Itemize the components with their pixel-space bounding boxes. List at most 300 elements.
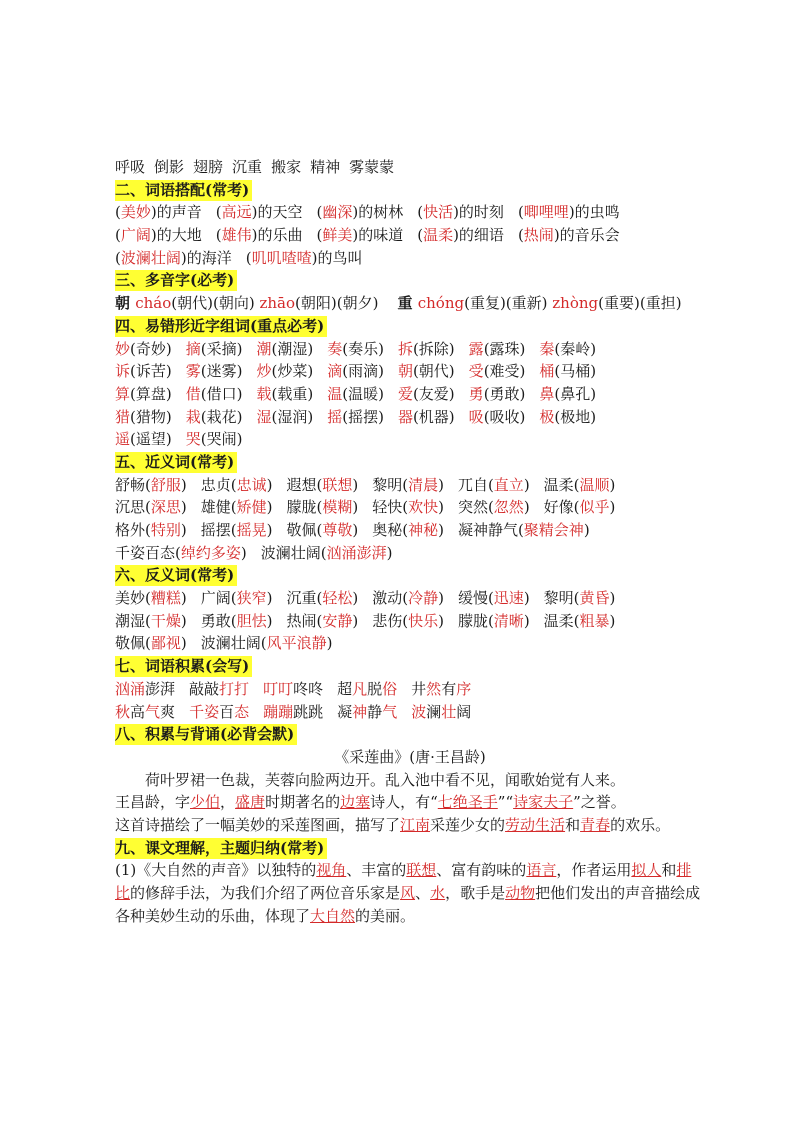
key-char: 摘 (185, 339, 201, 358)
vocab-word: 翅膀 (193, 158, 224, 176)
word-pair (372, 519, 444, 542)
bracket: ( (215, 226, 222, 245)
text-span: 澎湃 (145, 679, 176, 698)
vocab-word: 沉重 (232, 158, 263, 176)
vocab-word: 搬家 (271, 158, 302, 176)
answer-word: 幽深 (322, 203, 353, 222)
text-span: 、 (415, 884, 431, 903)
bracket: ) (266, 498, 273, 517)
text-span: (重复)(重新) (464, 294, 553, 313)
answer-word: 直立 (493, 475, 524, 494)
synonym-list (115, 474, 705, 565)
base-word: 敬佩( (286, 521, 323, 539)
synonym-row (115, 519, 705, 542)
phrase-text: )的大地 (150, 226, 202, 245)
bracket: ) (609, 611, 616, 630)
key-char: 潮 (256, 339, 272, 358)
vocab-word: 雾蒙蒙 (349, 158, 395, 176)
answer-word: 轻松 (322, 589, 353, 608)
red-chars: 汹涌 (115, 679, 146, 698)
red-chars: 千姿 (189, 702, 220, 721)
polyphone-line (115, 292, 705, 315)
answer-word: 糟糕 (150, 589, 181, 608)
bracket: ) (438, 498, 444, 517)
key-term: 七绝圣手 (437, 793, 498, 812)
answer-word: 美妙 (120, 203, 151, 222)
char-word: (潮湿) (271, 339, 314, 358)
answer-word: 黄昏 (579, 589, 610, 608)
collocation-item (316, 201, 403, 224)
char-word: (迷雾) (200, 362, 243, 381)
phrase-text: )的海洋 (180, 248, 232, 267)
base-word: 雄健( (200, 498, 237, 517)
answer-word: 鄙视 (150, 634, 181, 653)
bracket: ) (352, 498, 359, 517)
section-title: 四、易错形近字组词(重点必考) (115, 316, 327, 337)
text-span: 诗人，有“ (370, 793, 438, 812)
idiom-list (115, 678, 705, 723)
base-word: 格外( (115, 521, 151, 539)
text-span: 咚咚 (293, 679, 324, 698)
answer-word: 忠诚 (236, 475, 267, 494)
base-word: 温柔( (543, 475, 580, 494)
key-char: 极 (539, 407, 555, 426)
key-term: 语言 (526, 861, 557, 880)
answer-word: 快活 (423, 203, 454, 222)
char-row (115, 406, 705, 429)
bracket: ) (352, 589, 359, 608)
text-span: 有 (441, 679, 457, 698)
base-word: 朦胧( (457, 611, 494, 630)
word-pair (115, 587, 187, 610)
section-title: 八、积累与背诵(必背会默) (115, 724, 297, 745)
text-span: 爽 (160, 702, 176, 721)
text-span: 静 (367, 702, 383, 721)
answer-word: 高远 (221, 203, 252, 222)
bracket: ( (115, 248, 121, 267)
phrase-text: )的音乐会 (553, 226, 620, 245)
phrase-text: )的声音 (150, 203, 202, 222)
key-char: 猎 (115, 407, 131, 426)
key-term: 诗家夫子 (513, 793, 574, 812)
bracket: ( (517, 226, 524, 245)
base-word: 黎明( (372, 475, 409, 494)
section-5-heading (115, 451, 705, 474)
word-pair (115, 496, 187, 519)
word-pair (115, 610, 187, 633)
bracket: ( (115, 226, 121, 245)
answer-word: 摇晃 (236, 521, 267, 539)
answer-word: 矫健 (236, 498, 267, 517)
word-pair (544, 474, 616, 497)
answer-word: 聚精会神 (523, 521, 584, 539)
base-word: 缓慢( (457, 589, 494, 608)
key-char: 受 (468, 362, 484, 381)
text-span: 重 (397, 294, 418, 313)
collocation-item (216, 224, 303, 247)
idiom-item (115, 678, 175, 701)
char-word: (拆除) (412, 339, 455, 358)
collocation-item (115, 247, 232, 270)
phrase-text: )的细语 (453, 226, 504, 245)
answer-word: 舒服 (150, 475, 181, 494)
pinyin: zhòng (552, 294, 599, 313)
char-item (256, 383, 313, 406)
key-char: 栽 (185, 407, 201, 426)
idiom-item (337, 678, 397, 701)
char-word: (难受) (483, 362, 526, 381)
char-item (256, 406, 313, 429)
collocation-row (115, 247, 705, 270)
word-pair (201, 610, 273, 633)
bracket: ) (523, 611, 530, 630)
key-term: 排比 (115, 861, 692, 903)
answer-word: 尊敬 (322, 521, 353, 539)
word-pair (201, 519, 273, 542)
similar-char-list (115, 338, 705, 451)
char-item (539, 360, 596, 383)
base-word: 朦胧( (286, 498, 323, 517)
word-pair (286, 496, 358, 519)
answer-word: 快乐 (408, 611, 439, 630)
bracket: ) (523, 498, 530, 517)
word-pair (544, 610, 616, 633)
word-pair (544, 587, 616, 610)
text-span: (重要)(重担) (598, 294, 682, 313)
bracket: ) (180, 475, 187, 494)
text-span: ， (220, 793, 236, 812)
word-pair (115, 474, 187, 497)
text-span: ，歌手是 (445, 884, 506, 903)
char-item (469, 360, 526, 383)
base-word: 热闹( (286, 611, 323, 630)
base-word: 温柔( (543, 611, 580, 630)
collocation-item (246, 247, 363, 270)
text-span: 澜 (426, 702, 442, 721)
red-chars: 序 (456, 679, 472, 698)
char-word: (诉苦) (130, 362, 172, 381)
char-word: (秦岭) (554, 339, 597, 358)
collocation-item (518, 224, 620, 247)
char-word: (摇摆) (342, 407, 384, 426)
bracket: ) (326, 634, 333, 653)
theme-summary (115, 859, 705, 927)
word-pair (286, 474, 358, 497)
bracket: ) (523, 475, 530, 494)
base-word: 好像( (543, 498, 580, 517)
key-term: 盛唐 (235, 793, 266, 812)
char-row (115, 338, 705, 361)
char-item (115, 360, 172, 383)
char-word: (算盘) (130, 384, 172, 403)
word-pair (458, 474, 530, 497)
bracket: ) (609, 475, 616, 494)
bracket: ) (266, 589, 273, 608)
bracket: ( (316, 203, 323, 222)
key-term: 少伯 (190, 793, 221, 812)
char-word: (勇敢) (483, 384, 526, 403)
char-item (469, 406, 526, 429)
text-span: ”之誉。 (573, 793, 626, 812)
text-span: 采莲少女的 (430, 815, 506, 834)
char-word: (奏乐) (342, 339, 384, 358)
bracket: ) (180, 589, 187, 608)
bracket: ( (517, 203, 524, 222)
text-span: 的修辞手法，为我们介绍了两位音乐家是 (130, 884, 401, 903)
bracket: ) (438, 589, 444, 608)
char-item (327, 360, 384, 383)
antonym-row (115, 610, 705, 633)
red-chars: 壮 (441, 702, 457, 721)
idiom-row (115, 701, 705, 724)
word-pair (286, 610, 358, 633)
char-item (398, 406, 455, 429)
char-item (115, 428, 172, 451)
synonym-row (115, 542, 705, 565)
bracket: ) (266, 521, 273, 539)
char-row (115, 428, 705, 451)
bracket: ) (352, 521, 359, 539)
collocation-row (115, 201, 705, 224)
key-term: 边塞 (340, 793, 371, 812)
key-char: 载 (256, 384, 272, 403)
key-char: 雾 (185, 362, 201, 381)
section-6-heading (115, 564, 705, 587)
word-pair (201, 496, 273, 519)
bracket: ( (316, 226, 323, 245)
char-item (115, 338, 172, 361)
bracket: ) (438, 611, 444, 630)
answer-word: 绰约多姿 (180, 543, 241, 562)
base-word: 兀自( (457, 475, 494, 494)
char-item (539, 338, 596, 361)
collocation-item (417, 224, 504, 247)
text-span: 凝 (337, 702, 353, 721)
char-item (539, 383, 596, 406)
answer-word: 广阔 (120, 226, 151, 245)
phrase-text: )的味道 (352, 226, 404, 245)
key-char: 妙 (115, 339, 131, 358)
collocation-list (115, 201, 705, 269)
idiom-item (115, 701, 175, 724)
section-title: 二、词语搭配(常考) (115, 180, 252, 201)
key-char: 朝 (397, 362, 413, 381)
base-word: 舒畅( (115, 475, 151, 494)
collocation-item (115, 224, 202, 247)
text-span: 、丰富的 (346, 861, 407, 880)
collocation-item (518, 201, 620, 224)
word-pair (458, 519, 590, 542)
answer-word: 特别 (150, 521, 181, 539)
char-row (115, 383, 705, 406)
base-word: 轻快( (372, 498, 409, 517)
red-chars: 凡 (352, 679, 368, 698)
key-char: 鼻 (539, 384, 555, 403)
text-span: 王昌龄，字 (115, 793, 191, 812)
bracket: ) (180, 611, 187, 630)
answer-word: 迅速 (493, 589, 524, 608)
synonym-row (115, 496, 705, 519)
text-span: 高 (130, 702, 146, 721)
idiom-item (337, 701, 397, 724)
word-pair (372, 587, 444, 610)
key-char: 摇 (327, 407, 343, 426)
text-span: 跳跳 (293, 702, 324, 721)
char-word: (炒菜) (271, 362, 314, 381)
bracket: ( (115, 203, 121, 222)
text-span: (朝代)(朝向) (171, 294, 260, 313)
key-char: 勇 (468, 384, 484, 403)
char-word: (借口) (200, 384, 243, 403)
base-word: 沉重( (286, 589, 323, 608)
char-item (115, 383, 172, 406)
bracket: ) (386, 543, 393, 562)
char-row (115, 360, 705, 383)
key-term: 动物 (505, 884, 536, 903)
answer-word: 热闹 (523, 226, 554, 245)
key-char: 借 (185, 384, 201, 403)
bracket: ( (215, 203, 222, 222)
red-chars: 然 (426, 679, 442, 698)
base-word: 突然( (457, 498, 494, 517)
char-item (539, 406, 596, 429)
char-item (256, 338, 313, 361)
answer-word: 鲜美 (322, 226, 353, 245)
answer-word: 神秘 (408, 521, 439, 539)
bracket: ) (438, 521, 444, 539)
text-span: ”“ (497, 793, 514, 812)
collocation-item (316, 224, 403, 247)
answer-word: 波澜壮阔 (120, 248, 181, 267)
section-title: 七、词语积累(会写) (115, 656, 252, 677)
red-chars: 打打 (219, 679, 250, 698)
key-char: 爱 (397, 384, 413, 403)
key-term: 视角 (316, 861, 347, 880)
phrase-text: )的乐曲 (251, 226, 303, 245)
text-span: 朝 (115, 294, 136, 313)
text-span: 井 (411, 679, 427, 698)
vocab-word: 呼吸 (115, 158, 146, 176)
char-word: (朝代) (412, 362, 455, 381)
answer-word: 温顺 (579, 475, 610, 494)
key-char: 秦 (539, 339, 555, 358)
collocation-item (115, 201, 202, 224)
base-word: 黎明( (543, 589, 580, 608)
word-pair (458, 610, 530, 633)
word-pair (201, 587, 273, 610)
char-word: (采摘) (200, 339, 243, 358)
bracket: ) (180, 634, 187, 653)
section-9-heading (115, 837, 705, 860)
key-char: 拆 (397, 339, 413, 358)
red-chars: 神 (352, 702, 368, 721)
char-item (469, 383, 526, 406)
char-word: (马桶) (554, 362, 597, 381)
section-2-heading (115, 179, 705, 202)
answer-word: 粗暴 (579, 611, 610, 630)
poem-text: 荷叶罗裙一色裁，芙蓉向脸两边开。乱入池中看不见，闻歌始觉有人来。 (145, 770, 626, 789)
idiom-item (411, 678, 471, 701)
char-word: (机器) (412, 407, 455, 426)
base-word: 敬佩( (115, 634, 151, 653)
red-chars: 俗 (382, 679, 398, 698)
key-char: 哭 (185, 430, 201, 449)
base-word: 广阔( (200, 589, 237, 608)
text-span: 的美丽。 (355, 906, 416, 925)
char-word: (鼻孔) (554, 384, 597, 403)
bracket: ) (352, 475, 359, 494)
bracket: ( (417, 203, 424, 222)
text-span: 时期著名的 (265, 793, 341, 812)
char-item (186, 338, 243, 361)
poet-note (115, 791, 705, 814)
base-word: 勇敢( (200, 611, 237, 630)
bracket: ) (583, 521, 590, 539)
key-term: 联想 (406, 861, 437, 880)
section-7-heading (115, 655, 705, 678)
answer-word: 清晨 (408, 475, 439, 494)
bracket: ) (180, 498, 187, 517)
red-chars: 气 (145, 702, 161, 721)
text-span: 敲敲 (189, 679, 220, 698)
word-pair (115, 632, 187, 655)
idiom-item (189, 678, 249, 701)
section-title: 三、多音字(必考) (115, 270, 237, 291)
char-word: (友爱) (412, 384, 455, 403)
word-pair (458, 496, 530, 519)
idiom-item (189, 701, 249, 724)
char-word: (露珠) (483, 339, 526, 358)
base-word: 潮湿( (115, 611, 151, 630)
word-pair (458, 587, 530, 610)
text-span: 和 (565, 815, 581, 834)
answer-word: 狭窄 (236, 589, 267, 608)
char-item (115, 406, 172, 429)
word-pair (372, 474, 444, 497)
phrase-text: )的树林 (352, 203, 404, 222)
phrase-text: )的鸟叫 (311, 248, 363, 267)
answer-word: 叽叽喳喳 (251, 248, 312, 267)
char-word: (吸收) (483, 407, 526, 426)
char-item (186, 428, 243, 451)
poem-summary (115, 814, 705, 837)
answer-word: 忽然 (493, 498, 524, 517)
base-word: 悲伤( (372, 611, 409, 630)
vocab-word: 精神 (310, 158, 341, 176)
red-chars: 秋 (115, 702, 131, 721)
poem-title: 《采莲曲》(唐·王昌龄) (334, 747, 486, 766)
key-char: 滴 (327, 362, 343, 381)
answer-word: 模糊 (322, 498, 353, 517)
text-span: 脱 (367, 679, 383, 698)
char-item (186, 360, 243, 383)
key-char: 遥 (115, 430, 131, 449)
answer-word: 似乎 (579, 498, 610, 517)
word-pair (286, 587, 358, 610)
base-word: 美妙( (115, 589, 151, 608)
study-notes-page (115, 156, 705, 927)
char-word: (温暖) (342, 384, 384, 403)
text-span: 百 (219, 702, 235, 721)
key-char: 奏 (327, 339, 343, 358)
char-item (186, 383, 243, 406)
antonym-row (115, 632, 705, 655)
word-pair (115, 519, 187, 542)
answer-word: 唧哩哩 (523, 203, 569, 222)
key-char: 吸 (468, 407, 484, 426)
pinyin: zhāo (259, 294, 296, 313)
base-word: 激动( (372, 589, 409, 608)
